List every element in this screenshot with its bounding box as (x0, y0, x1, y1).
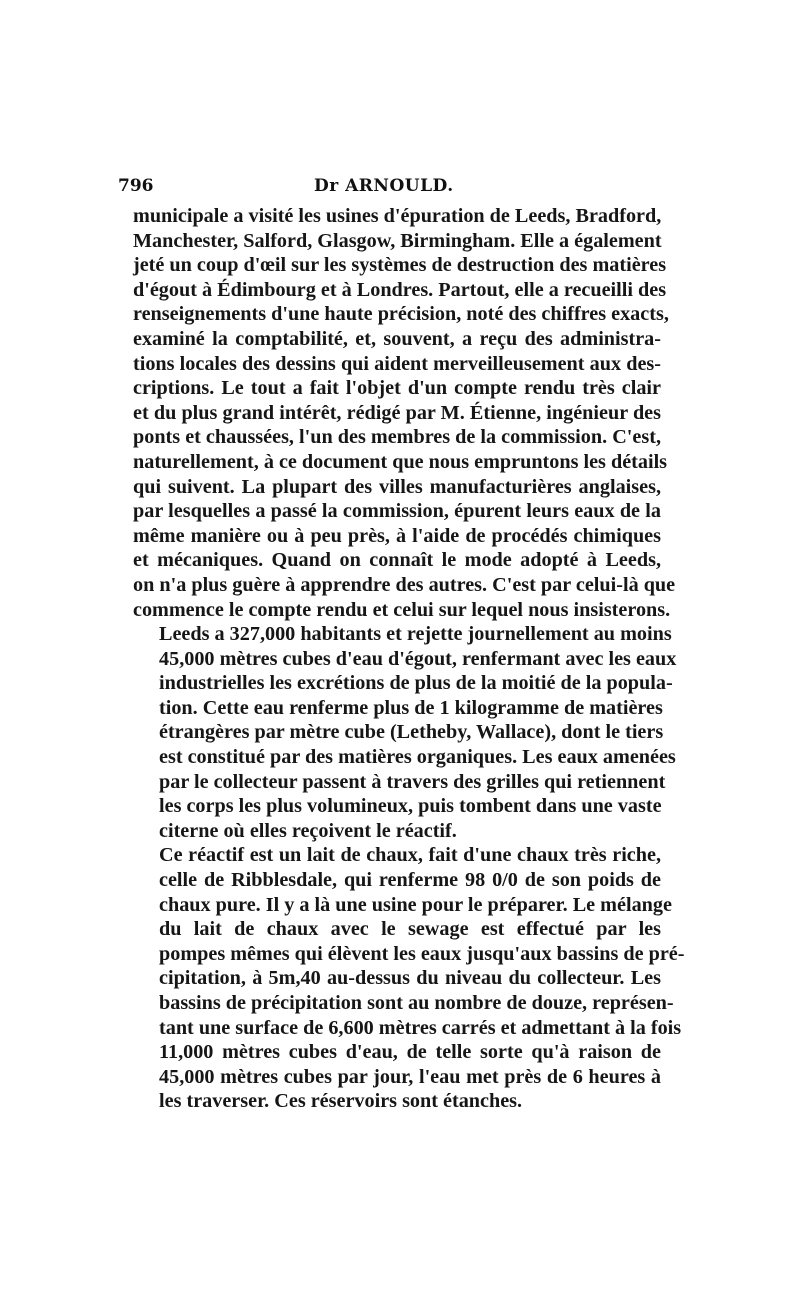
running-head: Dr ARNOULD. (314, 176, 454, 196)
page-header (118, 176, 664, 206)
text-line: industrielles les excrétions de plus de la moitié de la popula- (159, 672, 673, 695)
text-line: renseignements d'une haute précision, noté des chiffres exacts, (133, 303, 669, 326)
text-line: du lait de chaux avec le sewage est effectué par les (159, 918, 661, 941)
text-line: naturellement, à ce document que nous empruntons les détails (133, 450, 668, 473)
text-line: chaux pure. Il y a là une usine pour le préparer. Le mélange (159, 893, 672, 916)
text-line: qui suivent. La plupart des villes manufacturières anglaises, (133, 475, 661, 498)
text-line: examiné la comptabilité, et, souvent, a reçu des administra- (133, 327, 661, 350)
text-line: tions locales des dessins qui aident merveilleusement aux des- (133, 352, 661, 375)
text-line: on n'a plus guère à apprendre des autres. C'est par celui-là que (133, 573, 676, 596)
text-line: 45,000 mètres cubes par jour, l'eau met près de 6 heures à (159, 1065, 661, 1088)
text-line: les traverser. Ces réservoirs sont étanches. (159, 1090, 523, 1113)
text-line: citerne où elles reçoivent le réactif. (159, 819, 457, 842)
text-line: commence le compte rendu et celui sur lequel nous insisterons. (133, 598, 671, 621)
text-line: cipitation, à 5m,40 au-dessus du niveau du collecteur. Les (159, 967, 661, 990)
text-line: est constitué par des matières organiques. Les eaux amenées (159, 746, 676, 769)
text-line: d'égout à Édimbourg et à Londres. Partout, elle a recueilli des (133, 278, 667, 301)
text-line: Leeds a 327,000 habitants et rejette journellement au moins (159, 623, 672, 646)
text-line: par lesquelles a passé la commission, épurent leurs eaux de la (133, 500, 661, 523)
page-number: 796 (118, 176, 154, 196)
text-line: municipale a visité les usines d'épuration de Leeds, Bradford, (133, 205, 662, 227)
text-line: ponts et chaussées, l'un des membres de la commission. C'est, (133, 426, 661, 449)
body-text (133, 204, 685, 1114)
paragraph-1 (133, 204, 676, 622)
text-line: criptions. Le tout a fait l'objet d'un compte rendu très clair (133, 377, 661, 400)
text-line: les corps les plus volumineux, puis tombent dans une vaste (159, 795, 662, 818)
text-line: tant une surface de 6,600 mètres carrés et admettant à la fois (159, 1016, 682, 1039)
paragraph-2 (133, 622, 677, 843)
text-line: tion. Cette eau renferme plus de 1 kilogramme de matières (159, 696, 663, 719)
text-line: par le collecteur passent à travers des grilles qui retiennent (159, 770, 666, 793)
text-line: jeté un coup d'œil sur les systèmes de destruction des matières (133, 254, 667, 277)
text-line: étrangères par mètre cube (Letheby, Wallace), dont le tiers (159, 721, 664, 744)
text-line: et du plus grand intérêt, rédigé par M. Étienne, ingénieur des (133, 401, 661, 424)
text-line: celle de Ribblesdale, qui renferme 98 0/0 de son poids de (159, 869, 661, 892)
text-line: et mécaniques. Quand on connaît le mode adopté à Leeds, (133, 549, 661, 572)
text-line: Ce réactif est un lait de chaux, fait d'une chaux très riche, (159, 844, 661, 867)
text-line: pompes mêmes qui élèvent les eaux jusqu'aux bassins de pré- (159, 942, 685, 965)
text-line: même manière ou à peu près, à l'aide de procédés chimiques (133, 524, 661, 547)
text-line: Manchester, Salford, Glasgow, Birmingham. Elle a également (133, 229, 662, 252)
text-line: bassins de précipitation sont au nombre de douze, représen- (159, 992, 674, 1014)
paragraph-3 (133, 843, 685, 1114)
text-line: 11,000 mètres cubes d'eau, de telle sorte qu'à raison de (159, 1041, 661, 1064)
text-line: 45,000 mètres cubes d'eau d'égout, renfermant avec les eaux (159, 647, 677, 670)
